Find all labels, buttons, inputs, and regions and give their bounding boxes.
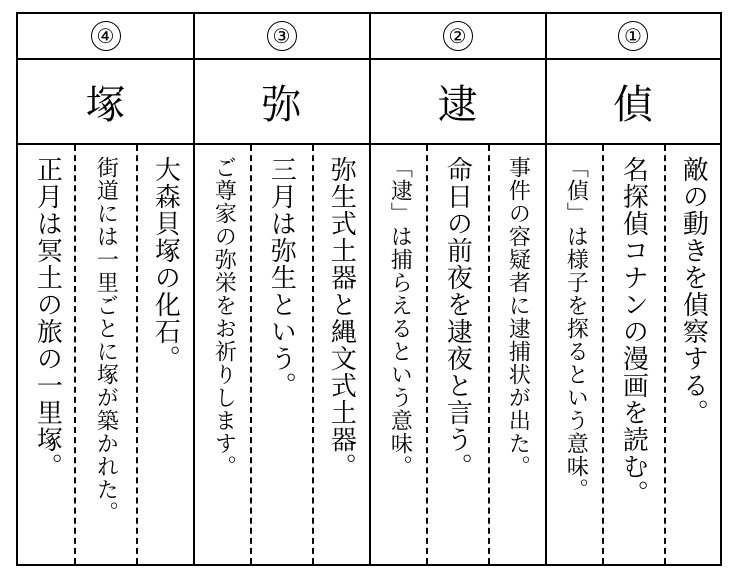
sentence-text: 「偵」は様子を探るという意味。 <box>563 156 589 501</box>
sentence-text: 正月は冥土の旅の一里塚。 <box>32 156 63 480</box>
sentence-text: 弥生式土器と縄文式土器。 <box>326 156 357 480</box>
kanji-column-1 <box>546 14 720 564</box>
sentence-text: 街道には一里ごとに塚が築かれた。 <box>93 156 119 524</box>
example-sentence <box>18 144 77 564</box>
column-number <box>546 14 720 58</box>
example-sentence <box>76 144 135 564</box>
column-number <box>18 14 193 58</box>
kanji-column-3 <box>194 14 369 564</box>
sentence-text: 「逮」は捕らえるという意味。 <box>387 156 413 478</box>
example-sentences <box>370 144 545 564</box>
example-sentences <box>18 144 193 564</box>
example-sentence <box>546 144 605 564</box>
sentence-text: ご尊家の弥栄をお祈りします。 <box>211 156 237 478</box>
sentence-text: 敵の動きを偵察する。 <box>678 156 709 426</box>
sentence-text: 命日の前夜を逮夜と言う。 <box>442 156 473 480</box>
sentence-text: 名探偵コナンの漫画を読む。 <box>618 156 649 507</box>
example-sentences <box>194 144 369 564</box>
sentence-text: 大森貝塚の化石。 <box>150 156 181 372</box>
sentence-text: 事件の容疑者に逮捕状が出た。 <box>505 156 531 478</box>
example-sentence <box>252 144 311 564</box>
target-kanji: 偵 <box>613 81 653 128</box>
circled-number: ④ <box>91 21 121 51</box>
circled-number: ① <box>618 21 648 51</box>
example-sentence <box>136 144 195 564</box>
target-kanji: 弥 <box>261 81 302 128</box>
example-sentences <box>546 144 720 564</box>
column-number <box>370 14 545 58</box>
kanji-column-2 <box>370 14 545 564</box>
kanji-column-4 <box>18 14 193 564</box>
example-sentence <box>370 144 429 564</box>
kanji-worksheet-table <box>16 12 722 566</box>
example-sentence <box>194 144 253 564</box>
target-kanji: 塚 <box>85 81 126 128</box>
target-kanji: 逮 <box>437 81 478 128</box>
example-sentence <box>488 144 547 564</box>
example-sentence <box>312 144 371 564</box>
sentence-text: 三月は弥生という。 <box>266 156 297 399</box>
example-sentence <box>664 144 723 564</box>
column-number <box>194 14 369 58</box>
example-sentence <box>428 144 487 564</box>
example-sentence <box>604 144 663 564</box>
circled-number: ② <box>443 21 473 51</box>
circled-number: ③ <box>267 21 297 51</box>
